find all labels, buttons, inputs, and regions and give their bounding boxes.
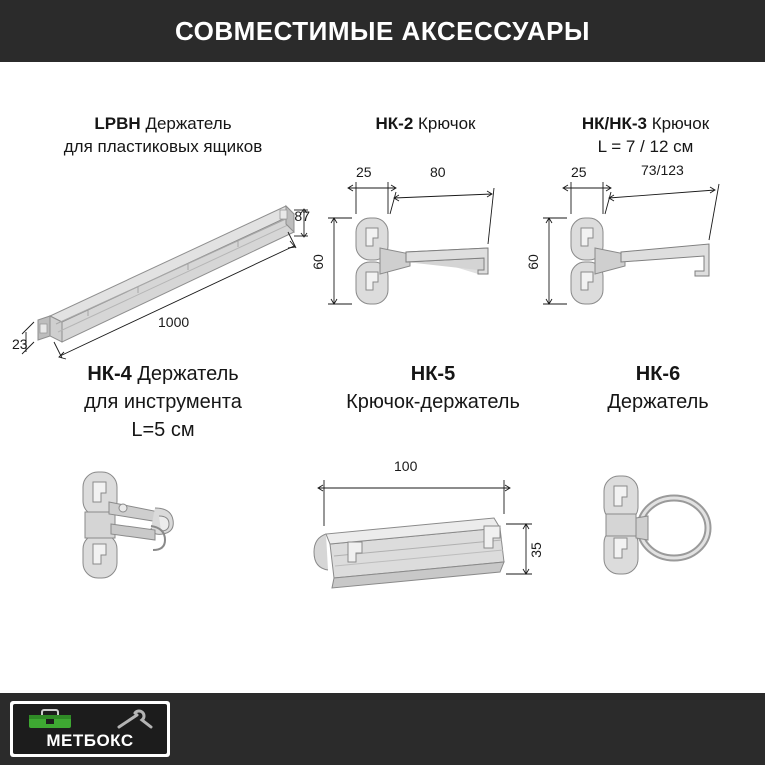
item-card-nk5 xyxy=(308,360,558,646)
nk3-drawing xyxy=(533,170,758,350)
item-code-lpbh: LPBH xyxy=(94,114,141,133)
item-card-nk4 xyxy=(18,360,308,624)
dim-nk2-60: 60 xyxy=(309,254,326,270)
item-card-nk3 xyxy=(524,112,758,370)
item-name-nk6: Держатель xyxy=(607,391,709,413)
item-code-nk4: НК-4 xyxy=(87,363,132,385)
toolbox-icon xyxy=(27,708,73,730)
item-code-nk5: НК-5 xyxy=(410,363,456,385)
nk5-drawing xyxy=(308,466,558,636)
item-name-lpbh: Держатель xyxy=(145,114,232,133)
item-card-nk6 xyxy=(558,360,758,646)
dim-lpbh-1000: 1000 xyxy=(158,314,190,330)
item-code-nk6: НК-6 xyxy=(635,363,681,385)
item-figure-nk4 xyxy=(18,464,308,624)
item-card-lpbh xyxy=(12,112,310,370)
dim-lpbh-87: 87 xyxy=(294,208,310,224)
item-subtitle2-nk4: L=5 см xyxy=(131,419,195,441)
dim-nk5-35: 35 xyxy=(527,542,544,558)
brand-name: МЕТБОКС xyxy=(46,731,134,750)
brand-logo-inner xyxy=(13,704,167,754)
item-figure-nk6 xyxy=(558,466,758,646)
item-subtitle-lpbh: для пластиковых ящиков xyxy=(63,137,263,156)
dim-nk3-60: 60 xyxy=(524,254,541,270)
nk4-drawing xyxy=(18,464,308,624)
item-title-nk5 xyxy=(308,360,558,416)
dim-nk3-73-123: 73/123 xyxy=(641,162,684,178)
item-title-nk6 xyxy=(558,360,758,416)
dim-nk2-25: 25 xyxy=(356,164,372,180)
header-bar xyxy=(0,0,765,62)
item-subtitle-nk3: L = 7 / 12 см xyxy=(597,137,694,156)
dim-lpbh-23: 23 xyxy=(12,336,28,352)
item-subtitle-nk4: для инструмента xyxy=(84,391,242,413)
accessories-grid xyxy=(0,62,765,693)
item-name-nk2: Крючок xyxy=(418,114,476,133)
item-title-nk4 xyxy=(18,360,308,444)
item-figure-nk2 xyxy=(309,164,533,370)
item-title-lpbh xyxy=(18,112,308,158)
item-title-nk2 xyxy=(318,112,533,135)
dim-nk5-100: 100 xyxy=(394,458,418,474)
item-name-nk5: Крючок-держатель xyxy=(346,391,520,413)
nk2-drawing xyxy=(318,170,533,350)
lpbh-drawing xyxy=(18,170,308,370)
dim-nk3-25: 25 xyxy=(571,164,587,180)
item-code-nk3: НК/НК-3 xyxy=(581,114,647,133)
wrench-icon xyxy=(115,709,155,731)
item-name-nk3: Крючок xyxy=(651,114,710,133)
item-code-nk2: НК-2 xyxy=(375,114,414,133)
item-title-nk3 xyxy=(533,112,758,158)
item-figure-nk5 xyxy=(308,458,558,646)
nk6-drawing xyxy=(558,466,758,626)
dim-nk2-80: 80 xyxy=(430,164,446,180)
item-figure-lpbh xyxy=(12,170,310,370)
page-title: СОВМЕСТИМЫЕ АКСЕССУАРЫ xyxy=(175,15,590,46)
brand-logo xyxy=(10,701,170,757)
item-figure-nk3 xyxy=(524,162,758,370)
footer-bar xyxy=(0,693,765,765)
item-card-nk2 xyxy=(309,112,533,370)
item-name-nk4: Держатель xyxy=(137,363,239,385)
